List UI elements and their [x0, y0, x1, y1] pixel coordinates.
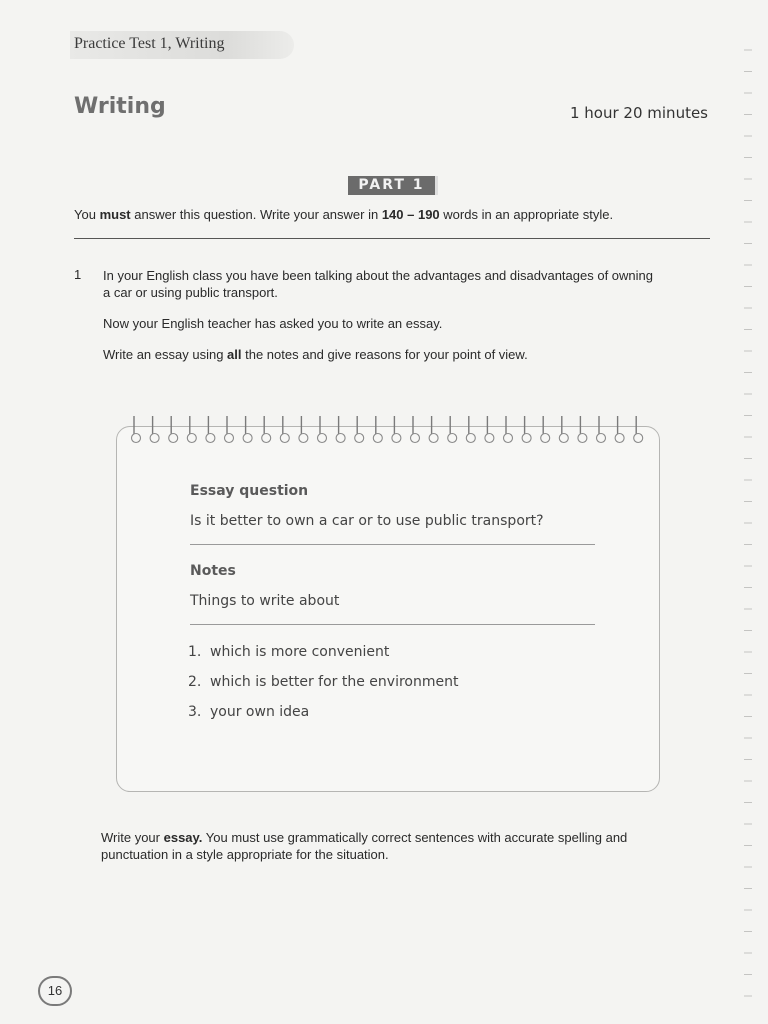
- spiral-ring: [634, 416, 643, 443]
- notepad-rule: [190, 544, 595, 545]
- essay-question-text: Is it better to own a car or to use public transport?: [190, 513, 544, 529]
- instruction-must: must: [99, 207, 131, 222]
- spiral-ring: [206, 416, 215, 443]
- duration-label: 1 hour 20 minutes: [569, 104, 708, 122]
- question-line-1: In your English class you have been talking about the advantages and disadvantages of owning: [103, 268, 653, 283]
- spiral-ring: [485, 416, 494, 443]
- spiral-ring: [243, 416, 252, 443]
- spiral-ring: [615, 416, 624, 443]
- instruction-text: You must answer this question. Write your answer in 140 – 190 words in an appropriate style.: [74, 207, 614, 222]
- spiral-ring: [504, 416, 513, 443]
- spiral-ring: [429, 416, 438, 443]
- spiral-ring: [318, 416, 327, 443]
- spiral-ring: [225, 416, 234, 443]
- spiral-ring: [411, 416, 420, 443]
- instruction-word-range: 140 – 190: [381, 207, 440, 222]
- section-title: Writing: [74, 94, 166, 119]
- list-item: 2. which is better for the environment: [188, 674, 459, 690]
- spiral-ring: [597, 416, 606, 443]
- spiral-ring: [466, 416, 475, 443]
- spiral-ring: [448, 416, 457, 443]
- spiral-ring: [355, 416, 364, 443]
- part-badge: PART 1: [348, 176, 438, 195]
- footer-line-2: punctuation in a style appropriate for the situation.: [101, 847, 389, 862]
- margin-ticks: [740, 40, 760, 1010]
- notepad: [116, 426, 660, 792]
- spiral-ring: [150, 416, 159, 443]
- spiral-ring: [392, 416, 401, 443]
- question-line-2: a car or using public transport.: [103, 285, 278, 300]
- spiral-ring: [132, 416, 141, 443]
- spiral-ring: [187, 416, 196, 443]
- spiral-ring: [262, 416, 271, 443]
- notes-heading: Notes: [190, 563, 236, 579]
- notepad-rule: [190, 624, 595, 625]
- page-number: 16: [38, 976, 72, 1006]
- spiral-ring: [336, 416, 345, 443]
- spiral-ring: [280, 416, 289, 443]
- divider: [74, 238, 710, 239]
- question-line-3: Now your English teacher has asked you to write an essay.: [103, 316, 443, 331]
- notes-subheading: Things to write about: [190, 593, 340, 609]
- spiral-ring: [373, 416, 382, 443]
- footer-line-1: Write your essay. You must use grammatically correct sentences with accurate spelling and: [101, 830, 628, 845]
- spiral-binding: [116, 414, 658, 450]
- spiral-ring: [299, 416, 308, 443]
- spiral-ring: [541, 416, 550, 443]
- spiral-ring: [522, 416, 531, 443]
- spiral-ring: [578, 416, 587, 443]
- question-line-4: Write an essay using all the notes and give reasons for your point of view.: [103, 347, 528, 362]
- spiral-ring: [559, 416, 568, 443]
- question-number: 1: [74, 267, 82, 282]
- spiral-ring: [169, 416, 178, 443]
- header-title: Practice Test 1, Writing: [74, 35, 225, 52]
- list-item: 1. which is more convenient: [188, 644, 390, 660]
- list-item: 3. your own idea: [188, 704, 310, 720]
- essay-question-heading: Essay question: [190, 483, 309, 499]
